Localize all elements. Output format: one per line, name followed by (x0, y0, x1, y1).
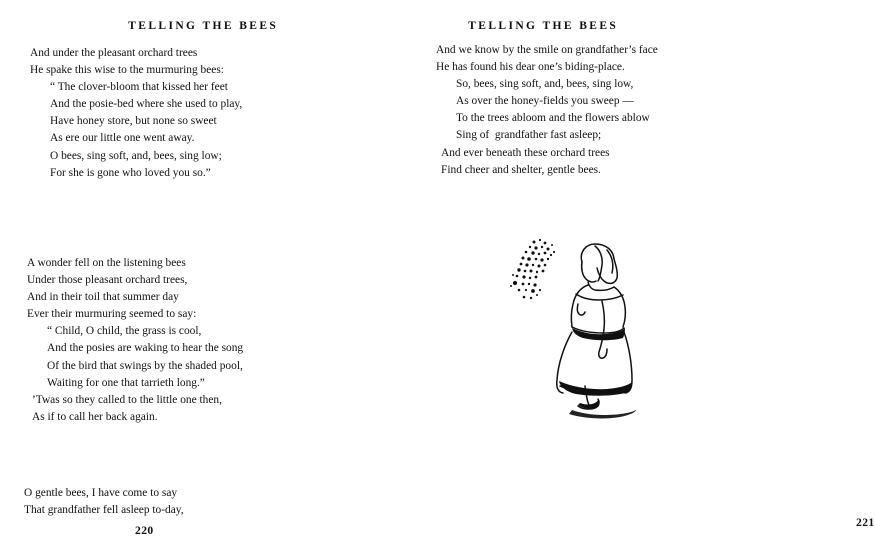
yoke-seam (576, 294, 623, 300)
verse-line: Under those pleasant orchard trees, (27, 274, 188, 287)
back-shoulder-line (571, 285, 588, 327)
verse-line: Have honey store, but none so sweet (50, 115, 217, 128)
sleeve-gather (577, 304, 585, 315)
hair-part-line (595, 246, 602, 281)
verse-line: And the posie-bed where she used to play, (50, 98, 243, 111)
verse-line: To the trees abloom and the flowers ablow (456, 112, 650, 125)
verse-line: That grandfather fell asleep to-day, (24, 504, 184, 517)
verse-line: And under the pleasant orchard trees (30, 47, 198, 59)
front-shoulder-line (614, 287, 625, 327)
verse-line: As over the honey-fields you sweep — (456, 95, 634, 108)
left-page (0, 0, 360, 557)
verse-line: Find cheer and shelter, gentle bees. (441, 163, 601, 176)
verse-line: “ Child, O child, the grass is cool, (47, 325, 202, 338)
verse-line: He spake this wise to the murmuring bees: (30, 64, 224, 77)
verse-line: And the posies are waking to hear the song (47, 342, 244, 355)
verse-line: And in their toil that summer day (27, 291, 179, 304)
verse-line: Ever their murmuring seemed to say: (27, 308, 197, 321)
face-profile (582, 262, 596, 282)
verse-line: As if to call her back again. (32, 410, 158, 423)
poem-stanza-a-wonder-fell (27, 255, 243, 426)
verse-line: And ever beneath these orchard trees (441, 146, 610, 159)
running-head-right: TELLING THE BEES (468, 20, 619, 32)
verse-line: O gentle bees, I have come to say (24, 487, 178, 499)
verse-line: And we know by the smile on grandfather’s face (436, 44, 658, 56)
illustration-svg (490, 228, 655, 388)
poem-stanza-o-gentle-bees (24, 485, 184, 519)
girl-watching-bees-illustration (490, 228, 655, 388)
arm-outline (599, 301, 607, 358)
verse-line: Waiting for one that tarrieth long.” (47, 376, 205, 389)
poem-stanza-and-we-know (436, 42, 658, 179)
page-number-left: 220 (135, 524, 154, 537)
verse-line: O bees, sing soft, and, bees, sing low; (50, 149, 222, 162)
verse-line: “ The clover-bloom that kissed her feet (50, 81, 228, 94)
verse-line: ’Twas so they called to the little one then, (32, 393, 222, 406)
verse-line: Sing of grandfather fast asleep; (456, 129, 602, 142)
running-head-left: TELLING THE BEES (128, 20, 279, 32)
poem-stanza-spake-this-wise (30, 45, 242, 182)
verse-line: As ere our little one went away. (50, 132, 195, 145)
girl-figure (557, 244, 632, 409)
verse-line: A wonder fell on the listening bees (27, 257, 186, 269)
verse-line: He has found his dear one’s biding-place. (436, 61, 625, 74)
verse-line: For she is gone who loved you so.” (50, 166, 211, 179)
verse-line: Of the bird that swings by the shaded pool, (47, 359, 243, 372)
page-number-right: 221 (856, 516, 875, 529)
verse-line: So, bees, sing soft, and, bees, sing low, (456, 78, 634, 91)
bee-swarm-icon (510, 239, 555, 299)
